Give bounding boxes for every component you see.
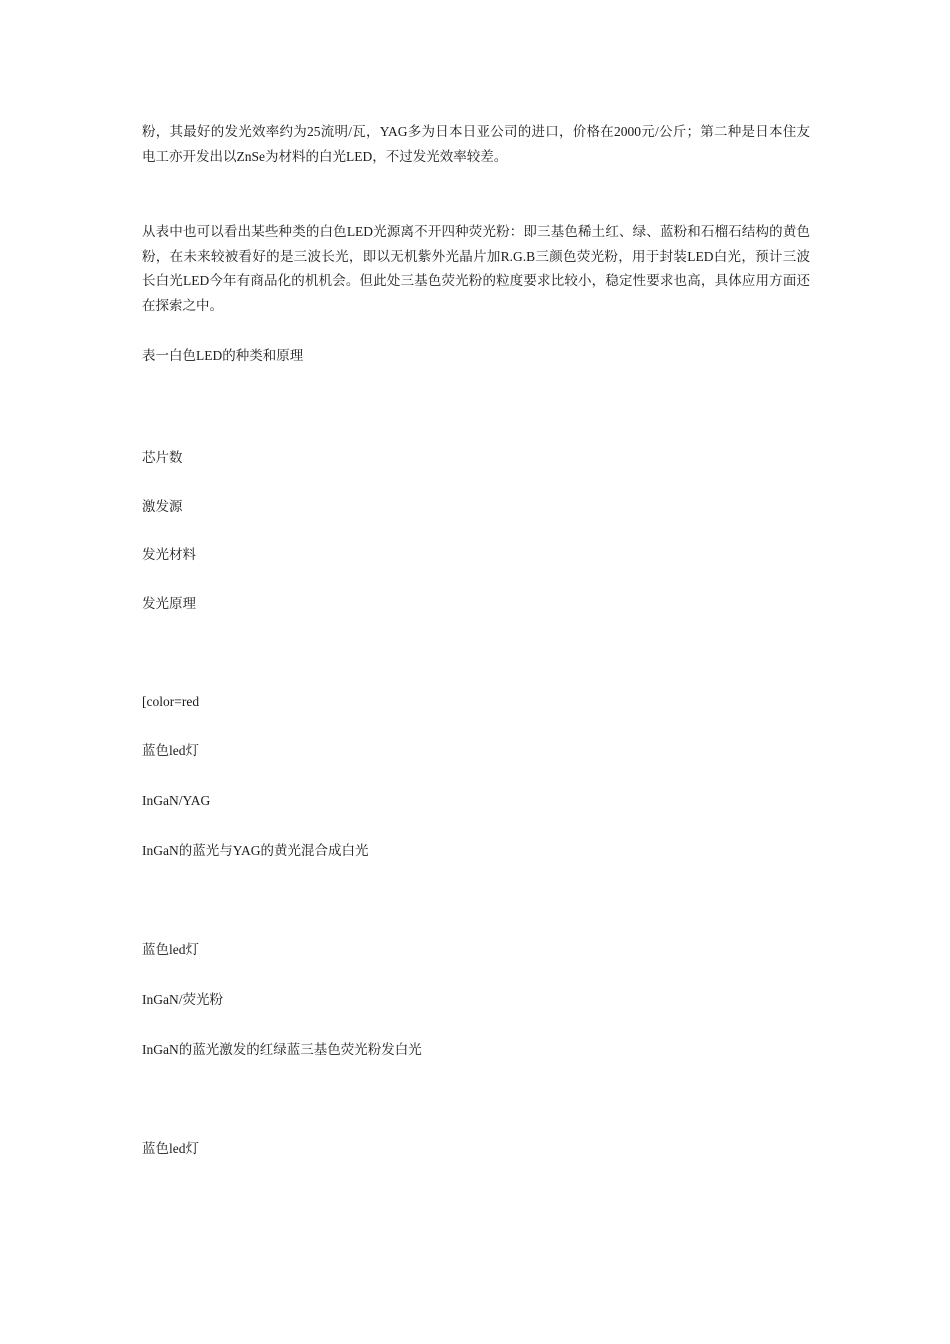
paragraph-phosphor-intro: 粉，其最好的发光效率约为25流明/瓦，YAG多为日本日亚公司的进口，价格在2000元/公斤；第二种是日本住友电工亦开发出以ZnSe为材料的白光LED，不过发光效率较差。 [142,124,810,164]
paragraph-four-phosphors: 从表中也可以看出某些种类的白色LED光源离不开四种荧光粉：即三基色稀土红、绿、蓝粉和石榴石结构的黄色粉，在未来较被看好的是三波长光，即以无机紫外光晶片加R.G.B三颜色荧光粉，用于封装LED白光，预计三波长白光LED今年有商品化的机机会。但此处三基色荧光粉的粒度要求比较小，稳定性要求也高，具体应用方面还在探索之中。 [142,224,810,313]
table-header-chip-count: 芯片数 [142,450,183,465]
table-row-2-principle: InGaN的蓝光激发的红绿蓝三基色荧光粉发白光 [142,1042,422,1057]
table-caption: 表一白色LED的种类和原理 [142,348,304,363]
table-row-1-principle: InGaN的蓝光与YAG的黄光混合成白光 [142,843,369,858]
table-row-2-material: InGaN/荧光粉 [142,992,223,1007]
table-row-1-material: InGaN/YAG [142,793,211,808]
table-row-3-excitation-source: 蓝色led灯 [142,1141,199,1156]
table-header-luminescent-material: 发光材料 [142,547,196,562]
table-row-1-excitation-source: 蓝色led灯 [142,743,199,758]
table-header-excitation-source: 激发源 [142,499,183,514]
table-row-1-chip-count: [color=red [142,694,200,709]
table-header-luminescence-principle: 发光原理 [142,596,196,611]
table-row-2-excitation-source: 蓝色led灯 [142,942,199,957]
